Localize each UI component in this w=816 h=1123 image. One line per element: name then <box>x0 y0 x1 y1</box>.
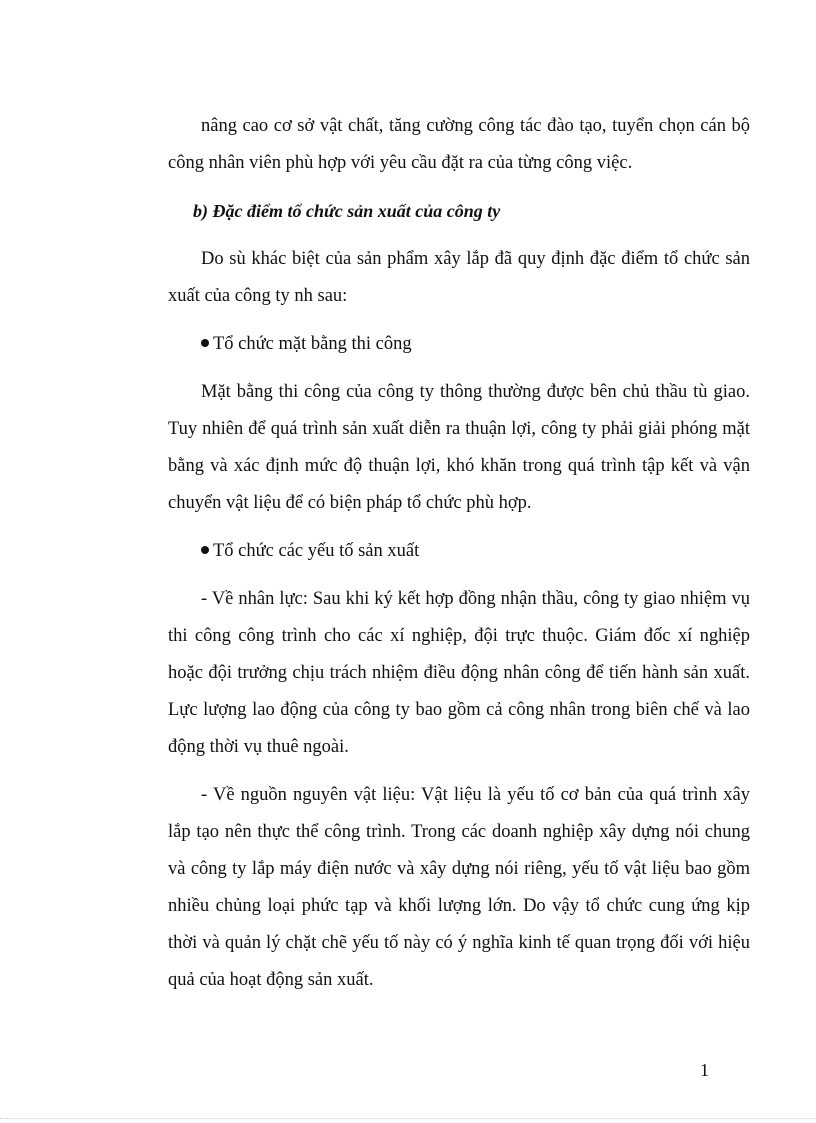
paragraph-product-differences: Do sù khác biệt của sản phẩm xây lắp đã quy định đặc điểm tổ chức sản xuất của công ty nh sau: <box>168 249 750 306</box>
bullet-text: Tổ chức các yếu tố sản xuất <box>213 541 420 561</box>
paragraph-site-preparation: Mặt bằng thi công của công ty thông thường được bên chủ thầu tù giao. Tuy nhiên để quá trình sản xuất diễn ra thuận lợi, công ty phải giải phóng mặt bằng và xác định mức độ thuận lợi, khó khăn trong quá trình tập kết và vận chuyển vật liệu để có biện pháp tổ chức phù hợp. <box>168 382 750 513</box>
bullet-text: Tổ chức mặt bằng thi công <box>213 334 412 354</box>
page-bottom-divider <box>0 1118 816 1119</box>
paragraph-materials: - Về nguồn nguyên vật liệu: Vật liệu là yếu tố cơ bản của quá trình xây lắp tạo nên thực thể công trình. Trong các doanh nghiệp xây dựng nói chung và công ty lắp máy điện nước và xây dựng nói riêng, yếu tố vật liệu bao gồm nhiều chủng loại phức tạp và khối lượng lớn. Do vậy tổ chức cung ứng kịp thời và quản lý chặt chẽ yếu tố này có ý nghĩa kinh tế quan trọng đối với hiệu quả của hoạt động sản xuất. <box>168 785 750 990</box>
paragraph-labor: - Về nhân lực: Sau khi ký kết hợp đồng nhận thầu, công ty giao nhiệm vụ thi công công trình cho các xí nghiệp, đội trực thuộc. Giám đốc xí nghiệp hoặc đội trưởng chịu trách nhiệm điều động nhân công để tiến hành sản xuất. Lực lượng lao động của công ty bao gồm cả công nhân trong biên chế và lao động thời vụ thuê ngoài. <box>168 589 750 757</box>
bullet-item-production-factors <box>168 533 750 570</box>
bullet-item-site-organization <box>168 326 750 363</box>
page-number: 1 <box>700 1060 709 1080</box>
bullet-dot-icon <box>201 546 209 554</box>
section-heading-b: b) Đặc điểm tổ chức sản xuất của công ty <box>193 201 501 221</box>
paragraph-intro-continuation: nâng cao cơ sở vật chất, tăng cường công tác đào tạo, tuyển chọn cán bộ công nhân viên phù hợp với yêu cầu đặt ra của từng công việc. <box>168 116 750 173</box>
document-body <box>168 108 750 1010</box>
bullet-dot-icon <box>201 339 209 347</box>
